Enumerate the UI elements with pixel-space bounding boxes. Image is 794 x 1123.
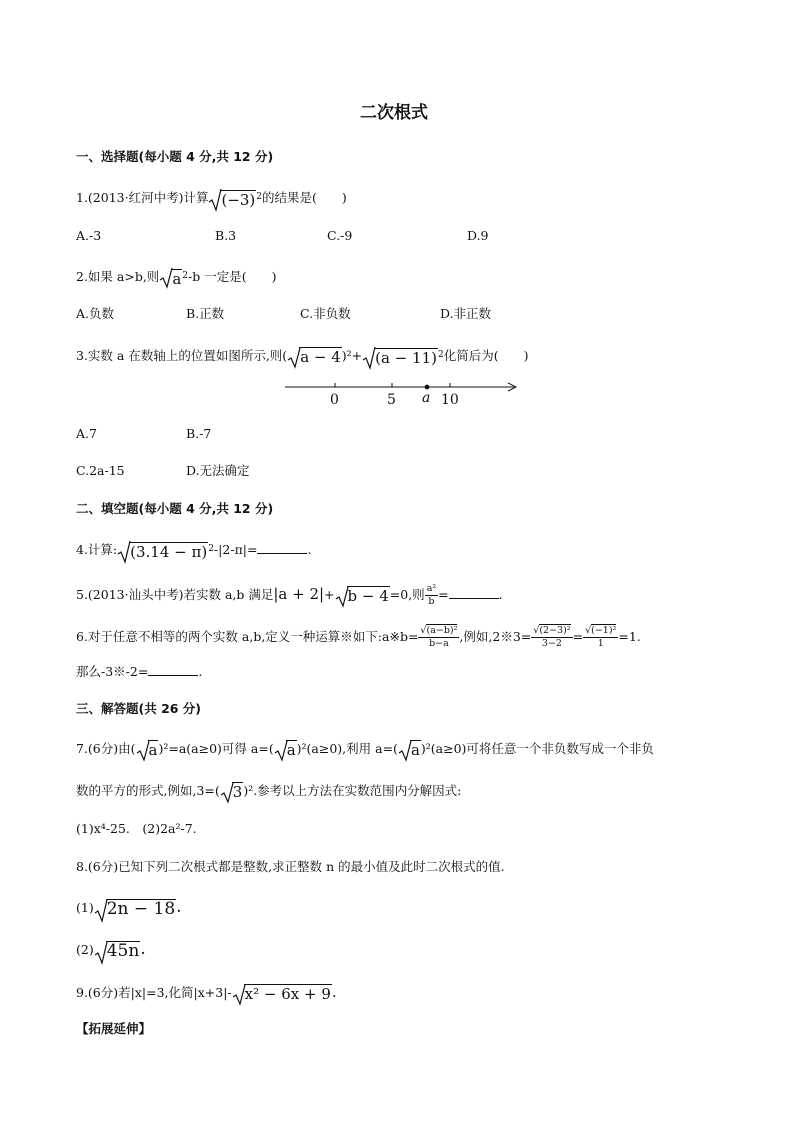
q3-radical-1 (287, 347, 342, 366)
q9-radicand: x² − 6x + 9 (244, 985, 331, 1003)
q6-example-numerator: √(2−3)² (533, 625, 571, 636)
question-1 (76, 188, 347, 209)
q2-radicand: a (172, 270, 182, 288)
q7-radical-2 (274, 740, 297, 759)
q5-radical (335, 586, 390, 605)
q7-radicand-4: 3 (232, 783, 243, 801)
question-6 (76, 625, 641, 650)
q3-text-end: 化简后为( ) (443, 348, 529, 363)
q3-radical-2 (362, 346, 444, 367)
q3-exponent: 2 (438, 350, 444, 360)
q5-equals: = (438, 587, 449, 602)
q1-text-end: 的结果是( ) (262, 190, 347, 205)
q2-option-b: B.正数 (186, 306, 225, 321)
q4-text-end: -|2-π|= (213, 542, 258, 557)
tick-label-5: 5 (387, 392, 396, 408)
q5-period: . (498, 587, 503, 602)
q1-exponent: 2 (256, 192, 263, 202)
q4-radicand: (3.14 − π) (130, 543, 208, 561)
q6-result-denominator: 1 (597, 638, 604, 649)
q6-def-denominator: b−a (429, 638, 449, 649)
q2-option-a: A.负数 (76, 306, 115, 321)
q4-radical (117, 540, 214, 561)
tick-label-10: 10 (441, 392, 459, 408)
q5-absolute: |a + 2| (273, 585, 325, 603)
q6-text-end: =1. (618, 629, 641, 644)
question-3 (76, 346, 529, 367)
q3-option-a: A.7 (76, 426, 97, 441)
number-line (280, 376, 525, 410)
q7-text-a: 7.(6分)由( (76, 741, 136, 756)
q6-text-mid: ,例如,2※3= (459, 629, 532, 644)
q7-radical-3 (398, 740, 421, 759)
q7-radicand-1: a (148, 741, 158, 759)
q7-line2-text: 数的平方的形式,例如,3=( (76, 783, 220, 798)
q3-option-c: C.2a-15 (76, 463, 125, 478)
q6-text: 6.对于任意不相等的两个实数 a,b,定义一种运算※如下:a※b= (76, 629, 419, 644)
q8-radical-1 (94, 899, 176, 918)
section-heading-choice: 一、选择题(每小题 4 分,共 12 分) (76, 149, 274, 164)
q3-text-mid: )²+ (341, 348, 363, 363)
q6-answer-blank[interactable] (148, 663, 198, 676)
q7-radical-1 (136, 740, 159, 759)
q9-text: 9.(6分)若|x|=3,化简|x+3|- (76, 985, 232, 1000)
q6-fraction-example (531, 625, 572, 650)
question-8-part-1 (76, 898, 182, 918)
tick-label-0: 0 (330, 392, 339, 408)
q1-option-d: D.9 (467, 228, 489, 243)
question-4 (76, 540, 311, 561)
point-a (425, 385, 430, 390)
q7-line2-end: )².参考以上方法在实数范围内分解因式: (243, 783, 462, 798)
q5-numerator: a² (426, 583, 437, 594)
q5-text-mid: =0,则 (389, 587, 425, 602)
q1-text: 1.(2013·红河中考)计算 (76, 190, 209, 205)
q9-radical (232, 984, 332, 1003)
q6-equals: = (572, 629, 584, 644)
q7-text-c: )²(a≥0),利用 a=( (296, 741, 398, 756)
q8-part1-label: (1) (76, 900, 94, 915)
q6-line2-period: . (198, 664, 203, 679)
q3-radicand-1: a − 4 (300, 348, 341, 366)
q7-radicand-3: a (410, 741, 420, 759)
question-8: 8.(6分)已知下列二次根式都是整数,求正整数 n 的最小值及此时二次根式的值. (76, 859, 505, 874)
section-heading-extension: 【拓展延伸】 (76, 1021, 152, 1036)
q5-radicand: b − 4 (347, 587, 389, 605)
q2-option-d: D.非正数 (440, 306, 492, 321)
q1-radical (208, 188, 262, 209)
q2-text: 2.如果 a>b,则 (76, 269, 160, 284)
question-7-line-3: (1)x⁴-25. (2)2a²-7. (76, 821, 197, 836)
q5-fraction (425, 583, 438, 608)
question-7 (76, 740, 654, 759)
q4-exponent: 2 (208, 544, 214, 554)
q4-answer-blank[interactable] (257, 541, 307, 554)
q8-part2-period: . (140, 939, 146, 959)
q6-fraction-def (418, 625, 459, 650)
q3-radicand-2: (a − 11) (375, 349, 437, 367)
question-2 (76, 267, 276, 288)
question-5 (76, 583, 503, 608)
q4-text: 4.计算: (76, 542, 118, 557)
q7-radical-4 (220, 782, 244, 801)
q7-text-d: )²(a≥0)可将任意一个非负数写成一个非负 (420, 741, 654, 756)
page-title: 二次根式 (360, 103, 428, 123)
q2-text-end: -b 一定是( ) (188, 269, 277, 284)
question-7-line-2 (76, 782, 461, 801)
q2-option-c: C.非负数 (300, 306, 351, 321)
q6-line2-text: 那么-3※-2= (76, 664, 149, 679)
question-8-part-2 (76, 940, 146, 960)
q1-option-c: C.-9 (327, 228, 353, 243)
q5-text: 5.(2013·汕头中考)若实数 a,b 满足 (76, 587, 274, 602)
q7-text-b: )²=a(a≥0)可得 a=( (158, 741, 274, 756)
q3-option-d: D.无法确定 (186, 463, 250, 478)
q8-part1-period: . (176, 897, 182, 917)
q7-radicand-2: a (286, 741, 296, 759)
question-9 (76, 983, 337, 1003)
section-heading-solve: 三、解答题(共 26 分) (76, 701, 202, 716)
q5-denominator: b (428, 596, 435, 607)
q5-answer-blank[interactable] (449, 586, 499, 599)
q4-period: . (307, 542, 312, 557)
q8-radicand-2: 45n (106, 941, 140, 961)
q5-plus: + (324, 587, 335, 602)
question-6-line-2 (76, 663, 202, 681)
point-label-a: a (422, 390, 431, 406)
q9-period: . (331, 983, 337, 1001)
q6-def-numerator: √(a−b)² (420, 625, 458, 636)
q3-option-b: B.-7 (186, 426, 212, 441)
q8-part2-label: (2) (76, 942, 94, 957)
q8-radicand-1: 2n − 18 (106, 899, 176, 919)
section-heading-fill: 二、填空题(每小题 4 分,共 12 分) (76, 501, 274, 516)
q1-option-a: A.-3 (76, 228, 102, 243)
q2-exponent: 2 (182, 271, 188, 281)
q3-text: 3.实数 a 在数轴上的位置如图所示,则( (76, 348, 288, 363)
q6-fraction-result (583, 625, 618, 650)
q1-option-b: B.3 (215, 228, 237, 243)
q8-radical-2 (94, 941, 141, 960)
q6-example-denominator: 3−2 (541, 638, 562, 649)
q1-radicand: (−3) (221, 191, 256, 209)
q6-result-numerator: √(−1)² (585, 625, 617, 636)
q2-radical (159, 267, 188, 288)
